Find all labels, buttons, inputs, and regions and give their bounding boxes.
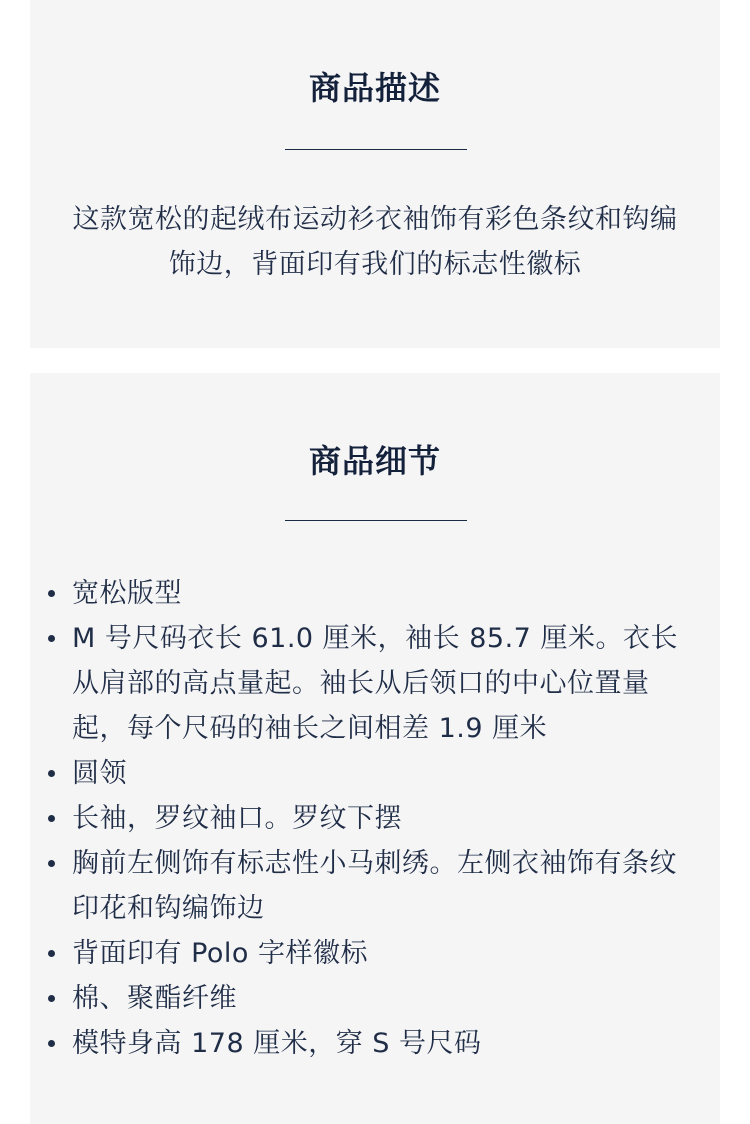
bullet-icon <box>48 635 55 642</box>
list-item: 长袖，罗纹袖口。罗纹下摆 <box>72 796 697 841</box>
product-description-card <box>30 0 720 348</box>
bullet-icon <box>48 995 55 1002</box>
description-title: 商品描述 <box>308 69 441 107</box>
description-text: 这款宽松的起绒布运动衫衣袖饰有彩色条纹和钩编饰边，背面印有我们的标志性徽标 <box>72 204 678 280</box>
list-item: 模特身高 178 厘米，穿 S 号尺码 <box>72 1021 697 1066</box>
bullet-icon <box>48 950 55 957</box>
list-item: 圆领 <box>72 751 697 796</box>
product-details-card <box>30 373 720 1124</box>
list-item: 背面印有 Polo 字样徽标 <box>72 931 697 976</box>
list-item: 胸前左侧饰有标志性小马刺绣。左侧衣袖饰有条纹印花和钩编饰边 <box>72 841 697 931</box>
bullet-icon <box>48 1040 55 1047</box>
title-divider <box>285 149 467 150</box>
title-divider <box>285 520 467 521</box>
bullet-icon <box>48 860 55 867</box>
list-item: M 号尺码衣长 61.0 厘米，袖长 85.7 厘米。衣长从肩部的高点量起。袖长从后领口的中心位置量起，每个尺码的袖长之间相差 1.9 厘米 <box>72 616 697 751</box>
bullet-icon <box>48 770 55 777</box>
list-item: 棉、聚酯纤维 <box>72 976 697 1021</box>
details-title: 商品细节 <box>308 442 441 480</box>
bullet-icon <box>48 590 55 597</box>
list-item: 宽松版型 <box>72 571 697 616</box>
details-list <box>72 571 697 1066</box>
bullet-icon <box>48 815 55 822</box>
